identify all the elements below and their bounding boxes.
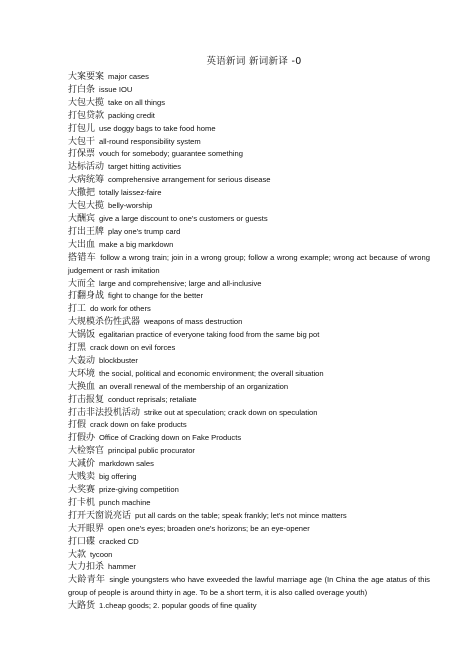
entry-definition: conduct reprisals; retaliate bbox=[108, 394, 197, 404]
glossary-entry bbox=[68, 484, 430, 497]
entry-definition: issue IOU bbox=[99, 84, 133, 94]
entry-term: 大开眼界 bbox=[68, 523, 105, 534]
entry-term: 大换血 bbox=[68, 381, 96, 392]
glossary-entry bbox=[68, 471, 430, 484]
entry-definition: major cases bbox=[108, 72, 149, 81]
entry-definition: markdown sales bbox=[99, 459, 154, 469]
glossary-entry bbox=[68, 174, 430, 187]
glossary-entry bbox=[68, 226, 430, 239]
entry-term: 大案要案 bbox=[68, 72, 105, 82]
entry-term: 大轰动 bbox=[68, 355, 96, 366]
glossary-entry bbox=[68, 316, 430, 329]
glossary-entry bbox=[68, 407, 430, 420]
entry-term: 打黑 bbox=[68, 343, 87, 354]
entry-definition: egalitarian practice of everyone taking food from the same big pot bbox=[99, 330, 320, 340]
glossary-entry bbox=[68, 497, 430, 510]
entry-term: 大奖赛 bbox=[68, 485, 96, 495]
entry-definition: principal public procurator bbox=[108, 446, 195, 456]
entry-term: 打开天窗说亮话 bbox=[68, 510, 132, 521]
entry-definition: totally laissez-faire bbox=[99, 188, 162, 198]
entry-definition: use doggy bags to take food home bbox=[99, 123, 216, 133]
entry-definition: all-round responsibility system bbox=[99, 136, 201, 146]
entry-term: 大龄青年 bbox=[68, 575, 106, 586]
entry-definition: give a large discount to one's customers or guests bbox=[99, 213, 268, 223]
entry-term: 大包大揽 bbox=[68, 201, 105, 212]
entry-term: 大病统筹 bbox=[68, 175, 105, 186]
entry-definition: cracked CD bbox=[99, 536, 139, 546]
entry-term: 打保票 bbox=[68, 149, 96, 160]
glossary-entry bbox=[68, 123, 430, 136]
glossary-entry bbox=[68, 381, 430, 394]
entry-term: 大路货 bbox=[68, 601, 96, 612]
glossary-entry bbox=[68, 136, 430, 149]
entry-definition: target hitting activities bbox=[108, 162, 182, 172]
entry-term: 打假 bbox=[68, 420, 87, 431]
entry-definition: punch machine bbox=[99, 497, 151, 507]
entry-definition: vouch for somebody; guarantee something bbox=[99, 149, 243, 159]
entry-term: 大检察官 bbox=[68, 446, 105, 457]
glossary-entry bbox=[68, 342, 430, 355]
entry-term: 打口碟 bbox=[68, 536, 96, 547]
entry-term: 大贱卖 bbox=[68, 472, 96, 483]
glossary-entry bbox=[68, 561, 430, 574]
entry-term: 打假办 bbox=[68, 433, 96, 444]
entry-term: 打卡机 bbox=[68, 497, 96, 508]
entry-term: 打包儿 bbox=[68, 123, 96, 134]
entry-definition: follow a wrong train; join in a wrong group; follow a wrong example; wrong act because of wrong judgement or rash imitation bbox=[68, 252, 430, 275]
entry-term: 达标活动 bbox=[68, 162, 105, 173]
entry-definition: the social, political and economic environment; the overall situation bbox=[99, 368, 324, 378]
glossary-entry bbox=[68, 549, 430, 562]
glossary-entry bbox=[68, 239, 430, 252]
entry-definition: put all cards on the table; speak frankly; let's not mince matters bbox=[135, 510, 347, 520]
entry-definition: 1.cheap goods; 2. popular goods of fine quality bbox=[99, 601, 257, 611]
entry-definition: crack down on evil forces bbox=[90, 343, 176, 353]
entry-definition: hammer bbox=[108, 562, 136, 572]
entry-term: 打击非法投机活动 bbox=[68, 407, 141, 418]
glossary-entry bbox=[68, 432, 430, 445]
glossary-entry bbox=[68, 536, 430, 549]
glossary-entry bbox=[68, 278, 430, 291]
entry-term: 打翻身战 bbox=[68, 291, 105, 302]
entry-term: 大而全 bbox=[68, 278, 96, 289]
entry-term: 大减价 bbox=[68, 459, 96, 470]
glossary-entry bbox=[68, 213, 430, 226]
entry-term: 打工 bbox=[68, 304, 87, 315]
glossary-entry bbox=[68, 252, 430, 278]
glossary-entry bbox=[68, 419, 430, 432]
glossary-entry bbox=[68, 394, 430, 407]
glossary-entry bbox=[68, 187, 430, 200]
entry-definition: big offering bbox=[99, 472, 137, 482]
entry-definition: belly-worship bbox=[108, 201, 153, 211]
glossary-entry bbox=[68, 368, 430, 381]
glossary-entry bbox=[68, 600, 430, 613]
entry-term: 大款 bbox=[68, 549, 87, 560]
entry-term: 大酬宾 bbox=[68, 213, 96, 224]
entry-term: 大锅饭 bbox=[68, 330, 96, 341]
glossary-entry bbox=[68, 523, 430, 536]
glossary-entry bbox=[68, 329, 430, 342]
entry-term: 大出血 bbox=[68, 239, 96, 250]
entry-definition: open one's eyes; broaden one's horizons; be an eye-opener bbox=[108, 523, 310, 533]
entry-term: 打击报复 bbox=[68, 394, 105, 405]
entry-definition: take on all things bbox=[108, 97, 166, 107]
entry-definition: packing credit bbox=[108, 110, 155, 120]
entry-definition: play one's trump card bbox=[108, 226, 181, 236]
glossary-list bbox=[68, 71, 430, 613]
entry-definition: do work for others bbox=[90, 304, 151, 314]
glossary-entry bbox=[68, 303, 430, 316]
glossary-entry bbox=[68, 510, 430, 523]
glossary-entry bbox=[68, 84, 430, 97]
entry-term: 大撒把 bbox=[68, 188, 96, 199]
glossary-entry bbox=[68, 161, 430, 174]
glossary-entry bbox=[68, 458, 430, 471]
entry-definition: make a big markdown bbox=[99, 239, 174, 249]
glossary-entry bbox=[68, 71, 430, 84]
entry-term: 大力扣杀 bbox=[68, 562, 105, 573]
entry-term: 大包大揽 bbox=[68, 97, 105, 108]
entry-definition: weapons of mass destruction bbox=[144, 317, 243, 327]
entry-term: 搭错车 bbox=[68, 252, 97, 263]
entry-definition: comprehensive arrangement for serious disease bbox=[108, 175, 271, 185]
entry-term: 打白条 bbox=[68, 84, 96, 95]
entry-term: 大规模杀伤性武器 bbox=[68, 317, 141, 328]
entry-definition: strike out at speculation; crack down on speculation bbox=[144, 407, 318, 417]
glossary-entry bbox=[68, 355, 430, 368]
entry-definition: single youngsters who have exveeded the lawful marriage age (In China the age atatus of this group of people is around thirty in age. To be a short term, it is also called overage youth) bbox=[68, 575, 430, 598]
glossary-entry bbox=[68, 290, 430, 303]
entry-term: 大包干 bbox=[68, 136, 96, 147]
entry-term: 大环境 bbox=[68, 368, 96, 379]
glossary-entry bbox=[68, 200, 430, 213]
entry-definition: an overall renewal of the membership of an organization bbox=[99, 381, 289, 391]
entry-definition: tycoon bbox=[90, 549, 113, 559]
entry-definition: Office of Cracking down on Fake Products bbox=[99, 433, 242, 443]
glossary-entry bbox=[68, 110, 430, 123]
glossary-entry bbox=[68, 148, 430, 161]
glossary-entry bbox=[68, 445, 430, 458]
entry-definition: prize-giving competition bbox=[99, 485, 179, 494]
entry-definition: blockbuster bbox=[99, 355, 138, 365]
entry-term: 打包贷款 bbox=[68, 110, 105, 121]
page-title: 英语新词 新词新译 -0 bbox=[206, 56, 302, 67]
glossary-entry bbox=[68, 97, 430, 110]
entry-definition: large and comprehensive; large and all-inclusive bbox=[99, 278, 262, 288]
entry-definition: crack down on fake products bbox=[90, 420, 187, 430]
entry-term: 打出王牌 bbox=[68, 226, 105, 237]
glossary-entry bbox=[68, 574, 430, 600]
entry-definition: fight to change for the better bbox=[108, 291, 204, 301]
